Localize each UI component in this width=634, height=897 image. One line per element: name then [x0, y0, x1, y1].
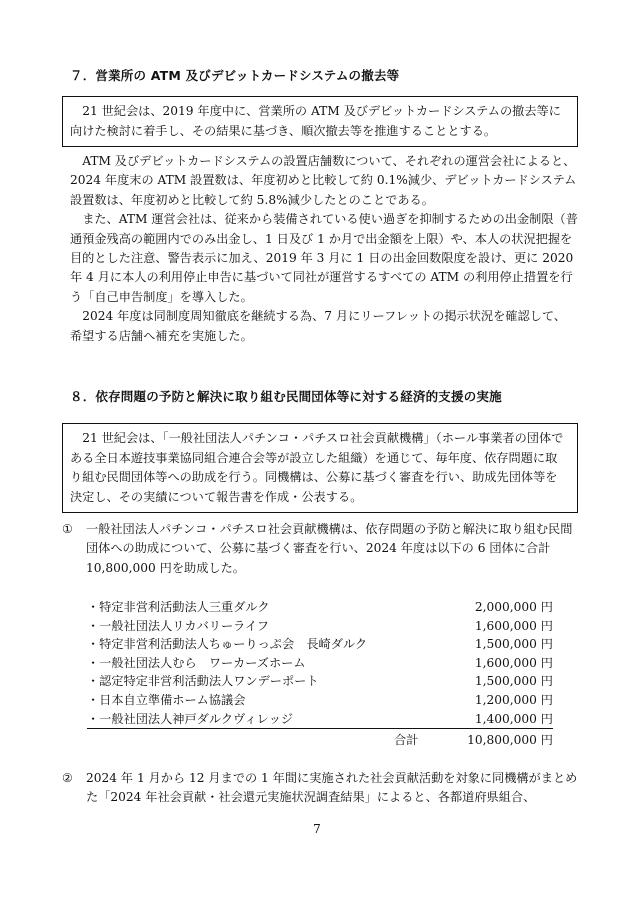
section-7-body — [70, 152, 578, 346]
page-number: 7 — [313, 822, 321, 836]
grant-row — [87, 635, 553, 654]
grant-row — [87, 710, 553, 730]
grant-amount: 1,200,000 円 — [474, 692, 553, 707]
section-8-heading: ８．依存問題の予防と解決に取り組む民間団体等に対する経済的支援の実施 — [70, 389, 502, 404]
item-marker: ② — [62, 771, 73, 785]
grant-row — [87, 617, 553, 636]
grant-organization: ・一般社団法人神戸ダルクヴィレッジ — [87, 711, 294, 726]
section-7-summary-text: 21 世紀会は、2019 年度中に、営業所の ATM 及びデビットカードシステムの撤去等に向けた検討に着手し、その結果に基づき、順次撤去等を推進することとする。 — [70, 104, 561, 138]
item-text: 2024 年 1 月から 12 月までの 1 年間に実施された社会貢献活動を対象に同機構がまとめた「2024 年社会貢献・社会還元実施状況調査結果」によると、各都道府県組合、 — [86, 771, 578, 805]
grant-organization: ・一般社団法人リカバリーライフ — [87, 618, 269, 633]
grant-total-row — [87, 729, 553, 751]
section-8-summary-text: 21 世紀会は、「一般社団法人パチンコ・パチスロ社会貢献機構」（ホール事業者の団体である全日本遊技事業協同組合連合会等が設立した組織）を通じて、毎年度、依存問題に取り組む民間団体等への助成を行う。同機構は、公募に基づく審査を行い、助成先団体等を決定し、その実績について報告書を作成・公表する。 — [70, 431, 564, 504]
list-item-1 — [62, 520, 578, 578]
grant-amount: 2,000,000 円 — [474, 600, 553, 614]
list-item-2 — [62, 769, 578, 808]
section-7-summary-box — [62, 96, 578, 147]
section-8-summary-box — [62, 423, 578, 513]
grant-amount: 1,500,000 円 — [474, 637, 553, 652]
total-amount: 10,800,000 円 — [467, 733, 553, 748]
section-7-heading: ７．営業所の ATM 及びデビットカードシステムの撤去等 — [70, 68, 400, 83]
grant-organization: ・特定非営利活動法人三重ダルク — [87, 600, 270, 614]
grant-list — [87, 598, 553, 751]
grant-amount: 1,500,000 円 — [474, 674, 553, 689]
grant-organization: ・認定特定非営利活動法人ワンデーポート — [87, 674, 319, 689]
paragraph: 2024 年度は同制度周知徹底を継続する為、7 月にリーフレットの掲示状況を確認して、希望する店舗へ補充を実施した。 — [70, 309, 566, 343]
item-marker: ① — [62, 522, 73, 536]
grant-organization: ・一般社団法人むら ワーカーズホーム — [87, 655, 306, 670]
paragraph: ATM 及びデビットカードシステムの設置店舗数について、それぞれの運営会社によると、2024 年度末の ATM 設置数は、年度初めと比較して約 0.1%減少、デビットカードシステム設置数は、年度初めと比較して約 5.8%減少したとのことである。 — [70, 154, 577, 207]
grant-row — [87, 598, 553, 617]
grant-amount: 1,600,000 円 — [474, 618, 553, 633]
total-label: 合計 — [394, 733, 419, 748]
grant-amount: 1,600,000 円 — [474, 655, 553, 670]
item-text: 一般社団法人パチンコ・パチスロ社会貢献機構は、依存問題の予防と解決に取り組む民間団体への助成について、公募に基づく審査を行い、2024 年度は以下の 6 団体に合計 10,800,000 円を助成した。 — [86, 522, 573, 575]
grant-organization: ・特定非営利活動法人ちゅーりっぷ会 長崎ダルク — [87, 637, 368, 652]
grant-row — [87, 672, 553, 691]
grant-amount: 1,400,000 円 — [474, 711, 553, 726]
paragraph: また、ATM 運営会社は、従来から装備されている使い過ぎを抑制するための出金制限（普通預金残高の範囲内でのみ出金し、1 日及び 1 か月で出金額を上限）や、本人の状況把握を目的とした注意、警告表示に加え、2019 年 3 月に 1 日の出金回数限度を設け、更に 2020 年 4 月に本人の利用停止申告に基づいて同社が運営するすべての ATM の利用停止措置を行う「自己申告制度」を導入した。 — [70, 212, 578, 304]
grant-row — [87, 654, 553, 673]
grant-organization: ・日本自立準備ホーム協議会 — [87, 692, 246, 707]
grant-row — [87, 691, 553, 710]
